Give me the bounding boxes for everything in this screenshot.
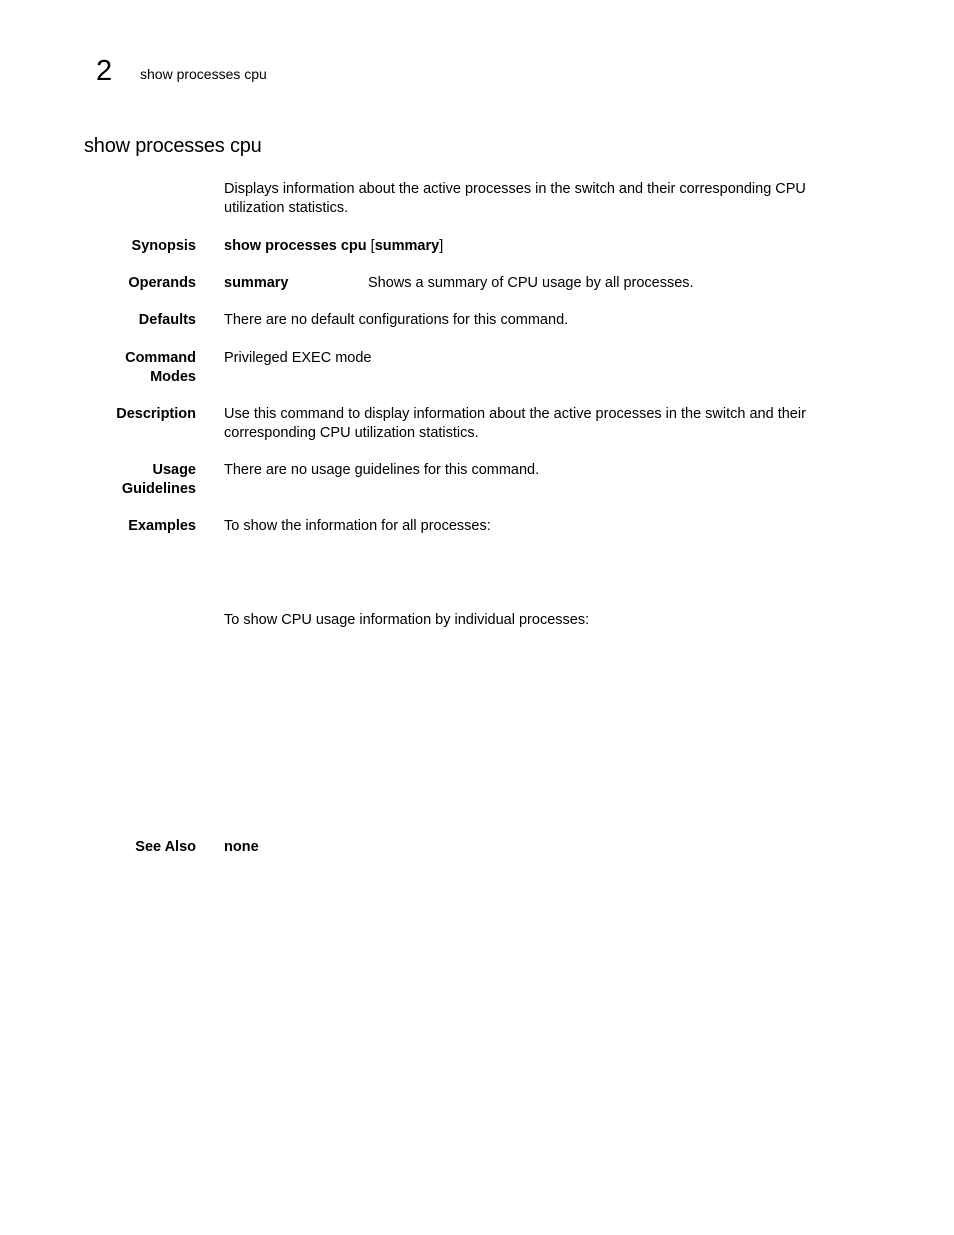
synopsis-content [224,237,834,256]
synopsis-command: show processes cpu [224,238,367,254]
synopsis-label: Synopsis [131,238,196,254]
defaults-text: There are no default configurations for this command. [224,312,569,328]
operands-label: Operands [128,275,196,291]
chapter-number: 2 [96,55,113,87]
examples-text-1: To show the information for all processes: [224,518,491,534]
synopsis-close-bracket: ] [439,238,444,254]
defaults-label: Defaults [138,312,196,328]
command-modes-label-line1: Command [125,350,196,366]
synopsis-argument: summary [374,238,440,254]
usage-label [122,461,196,499]
examples-label: Examples [128,518,196,534]
description-label: Description [116,406,196,422]
intro-text: Displays information about the active processes in the switch and their corresponding CPU utilization statistics. [224,181,806,216]
see-also-text: none [224,839,259,855]
command-modes-text: Privileged EXEC mode [224,350,372,366]
command-modes-label [125,349,196,387]
section-title: show processes cpu [84,135,262,157]
running-title: show processes cpu [140,66,267,82]
command-modes-label-line2: Modes [150,369,196,385]
operand-name: summary [224,275,289,291]
usage-label-line2: Guidelines [121,481,196,497]
synopsis-open-bracket: [ [366,238,375,254]
description-text: Use this command to display information about the active processes in the switch and their corresponding CPU utilization statistics. [224,406,806,441]
examples-text-2: To show CPU usage information by individual processes: [224,612,590,628]
see-also-label: See Also [135,839,196,855]
usage-label-line1: Usage [152,462,196,478]
operand-description: Shows a summary of CPU usage by all processes. [368,275,694,291]
usage-text: There are no usage guidelines for this command. [224,462,540,478]
